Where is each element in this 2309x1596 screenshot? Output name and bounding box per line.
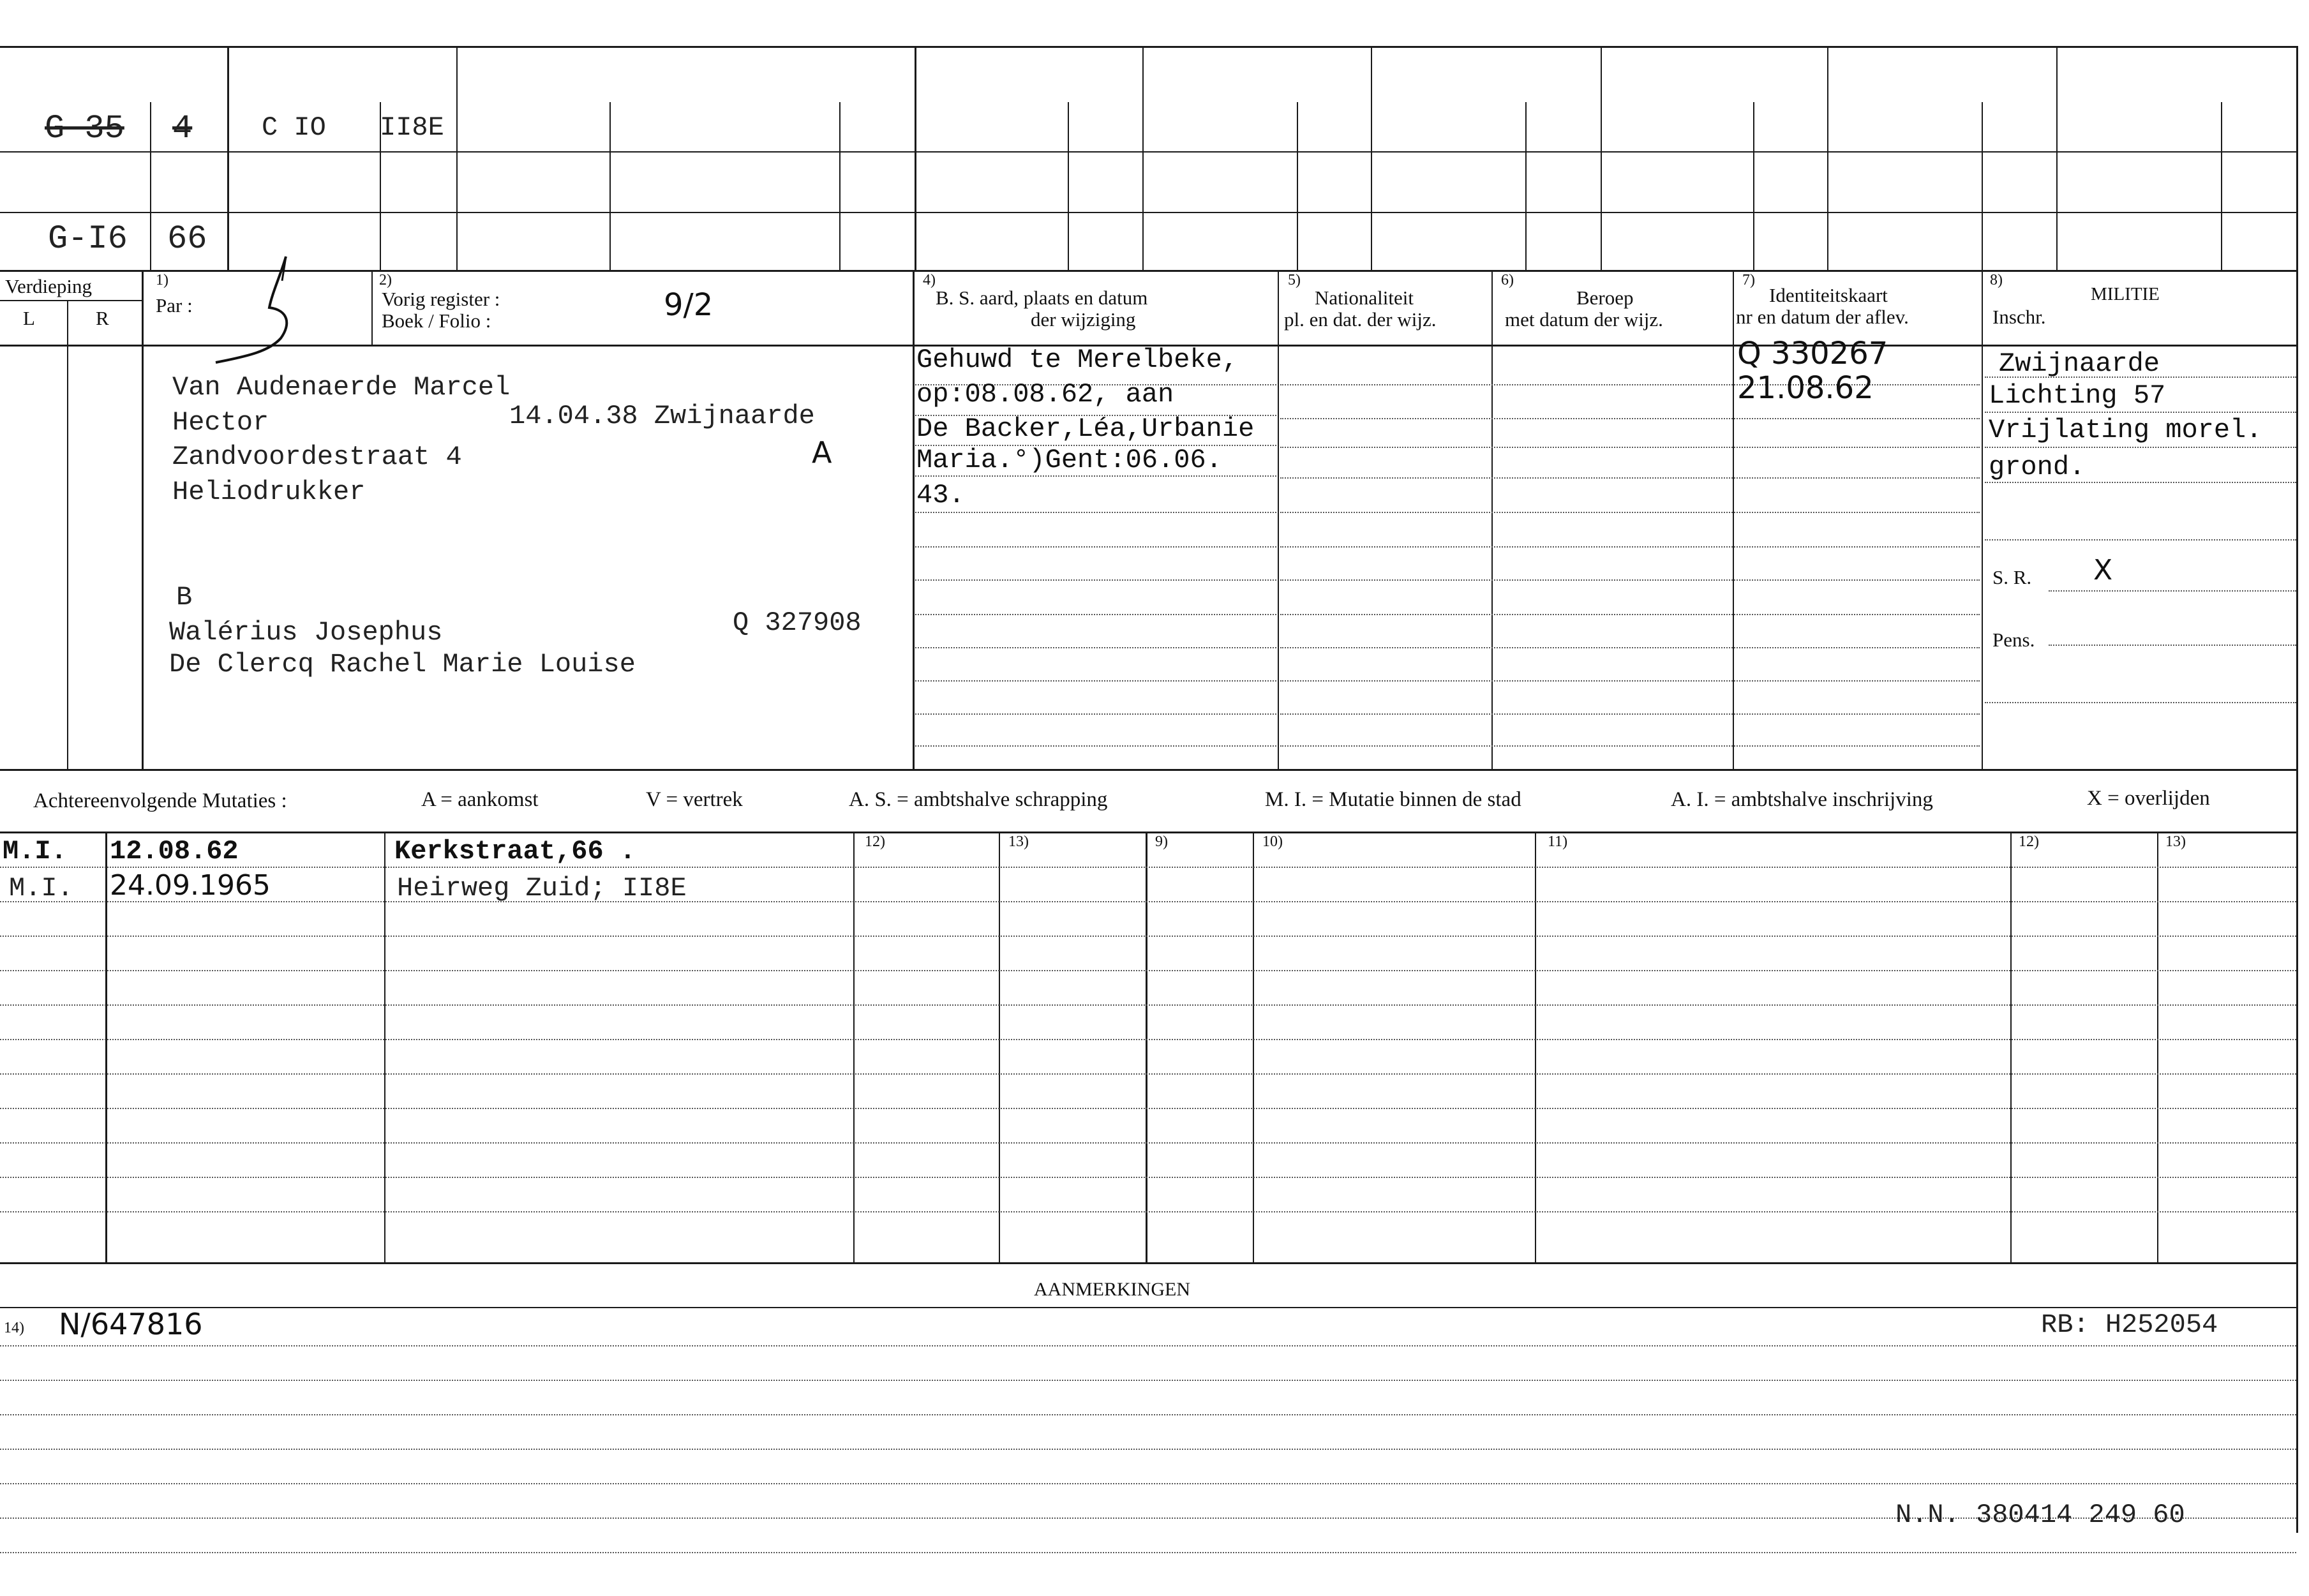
col-line <box>142 270 144 769</box>
rule-line <box>915 614 1276 615</box>
remarks-title: AANMERKINGEN <box>1034 1279 1190 1300</box>
header-identiteitskaart: Identiteitskaart <box>1769 284 1888 306</box>
col-line <box>371 270 373 345</box>
person-birth: 14.04.38 Zwijnaarde <box>509 401 815 431</box>
civil-line-4: Maria.°)Gent:06.06. <box>916 445 1222 475</box>
mut-row-line <box>0 901 2296 902</box>
remarks-line <box>0 1345 2296 1346</box>
header-5-number: 5) <box>1288 272 1301 288</box>
legend-mutatie: M. I. = Mutatie binnen de stad <box>1265 788 1521 811</box>
civil-line-1: Gehuwd te Merelbeke, <box>916 345 1239 375</box>
legend-title: Achtereenvolgende Mutaties : <box>33 789 287 812</box>
mut-row-line <box>0 1211 2296 1212</box>
rule-line <box>1280 512 1980 513</box>
remarks-reference: N/647816 <box>59 1307 203 1341</box>
header-vorig-register: Vorig register : <box>382 288 500 310</box>
header-inschr: Inschr. <box>1992 306 2046 328</box>
rule-line <box>1280 579 1980 581</box>
header-verdieping: Verdieping <box>5 275 93 297</box>
top-col-line <box>2056 46 2058 270</box>
mark-a: A <box>812 435 832 470</box>
header-4-number: 4) <box>923 272 936 288</box>
mutation-1-date: 12.08.62 <box>110 836 239 867</box>
rule-line <box>1280 647 1980 648</box>
militia-line-1: Zwijnaarde <box>1999 348 2160 379</box>
header-verdieping-l: L <box>23 307 35 329</box>
militia-sr-value: X <box>2093 554 2113 586</box>
legend-vertrek: V = vertrek <box>646 788 743 811</box>
header-7-number: 7) <box>1742 272 1755 288</box>
mut-col-number: 12) <box>865 833 885 850</box>
remarks-line <box>0 1414 2296 1415</box>
col-line <box>913 270 915 769</box>
header-1-number: 1) <box>156 272 168 288</box>
header-bs-aard: B. S. aard, plaats en datum <box>936 287 1148 309</box>
remarks-number: 14) <box>4 1320 24 1336</box>
mut-col-number: 13) <box>1008 833 1029 850</box>
header-par: Par : <box>156 294 193 317</box>
rule-line <box>1280 680 1980 682</box>
rule-line <box>915 713 1276 715</box>
top-col-line <box>2221 102 2222 270</box>
rule-line <box>1280 477 1980 479</box>
top-col-line <box>1142 46 1144 270</box>
vorig-register-value: 9/2 <box>664 287 714 323</box>
rule-line <box>1280 546 1980 548</box>
header-nationaliteit: Nationaliteit <box>1315 287 1414 309</box>
remarks-line <box>0 1449 2296 1450</box>
top-col-line <box>1753 102 1754 270</box>
top-col-line <box>1601 46 1602 270</box>
rule-line <box>1280 384 1980 385</box>
mut-row-line <box>0 1142 2296 1144</box>
rule-line <box>1280 745 1980 747</box>
header-nationaliteit-sub: pl. en dat. der wijz. <box>1284 308 1437 331</box>
rule-line <box>2049 590 2296 592</box>
person-profession: Heliodrukker <box>172 477 366 507</box>
mut-row-line <box>0 867 2296 868</box>
mutation-top-line <box>0 832 2298 833</box>
legend-overlijden: X = overlijden <box>2087 787 2210 810</box>
remarks-line <box>0 1483 2296 1484</box>
top-col-line <box>1297 102 1298 270</box>
rule-line <box>915 745 1276 747</box>
rule-line <box>1280 614 1980 615</box>
col-line <box>1982 270 1983 769</box>
person-second-name: Hector <box>172 407 269 438</box>
person-address: Zandvoordestraat 4 <box>172 442 462 472</box>
rule-line <box>1985 412 2296 413</box>
register-ref-2: 4 <box>172 110 193 147</box>
mut-row-line <box>0 1073 2296 1075</box>
register-ref-1: G 35 <box>45 110 124 147</box>
col-line <box>1278 270 1279 769</box>
parent-father: Walérius Josephus <box>169 617 443 648</box>
rule-line <box>1280 418 1980 419</box>
top-row-divider-1 <box>0 151 2298 153</box>
id-q-number: Q 327908 <box>733 608 862 638</box>
top-col-line <box>1068 102 1069 270</box>
top-row-divider-2 <box>0 212 2298 213</box>
mutation-2-date: 24.09.1965 <box>110 869 271 902</box>
rule-line <box>915 512 1276 513</box>
remarks-rb-number: RB: H252054 <box>2041 1309 2218 1340</box>
header-bs-wijziging: der wijziging <box>1031 308 1136 331</box>
col-line <box>67 300 68 769</box>
militia-pens-label: Pens. <box>1992 629 2035 651</box>
verdieping-sub-line <box>0 300 142 301</box>
rule-line <box>1985 539 2296 541</box>
header-2-number: 2) <box>379 272 392 288</box>
militia-line-4: grond. <box>1989 452 2086 482</box>
civil-line-2: op:08.08.62, aan <box>916 379 1174 410</box>
header-beroep: Beroep <box>1576 287 1634 309</box>
mut-col-line <box>105 832 107 1262</box>
top-col-line <box>456 46 458 270</box>
top-col-line <box>1982 102 1983 270</box>
mutation-1-type: M.I. <box>3 836 67 867</box>
identity-card-number: Q 330267 <box>1737 336 1888 371</box>
mut-col-line <box>1535 832 1536 1262</box>
mut-col-line <box>384 832 385 1262</box>
mut-col-line <box>1146 832 1147 1262</box>
header-militie: MILITIE <box>2091 284 2160 304</box>
mut-row-line <box>0 970 2296 971</box>
rule-line <box>1985 702 2296 703</box>
mut-col-number: 9) <box>1155 833 1168 850</box>
register-ref-6: 66 <box>167 220 207 258</box>
remarks-line <box>0 1552 2296 1553</box>
mut-col-number: 12) <box>2019 833 2039 850</box>
mutation-1-address: Kerkstraat,66 . <box>394 836 636 867</box>
header-8-number: 8) <box>1990 272 2003 288</box>
main-bottom-line <box>0 769 2298 771</box>
rule-line <box>2049 645 2296 646</box>
register-ref-3: C IO <box>262 112 326 143</box>
top-col-line <box>839 102 841 270</box>
mut-col-line <box>2157 832 2158 1262</box>
national-number: N.N. 380414 249 60 <box>1895 1500 2185 1530</box>
register-ref-4: II8E <box>380 112 444 143</box>
mut-row-line <box>0 1039 2296 1040</box>
mut-col-line <box>1253 832 1254 1262</box>
mutation-bottom-line <box>0 1262 2298 1264</box>
top-col-line <box>1525 102 1527 270</box>
top-col-line <box>1371 46 1372 270</box>
remarks-line <box>0 1380 2296 1381</box>
rule-line <box>915 579 1276 581</box>
right-border <box>2296 46 2298 1533</box>
mutation-2-type: M.I. <box>9 873 73 904</box>
top-border <box>0 46 2298 48</box>
mark-b: B <box>176 582 193 613</box>
header-boek-folio: Boek / Folio : <box>382 310 491 332</box>
rule-line <box>1985 447 2296 448</box>
civil-line-5: 43. <box>916 480 965 511</box>
header-6-number: 6) <box>1501 272 1514 288</box>
col-line <box>1491 270 1493 769</box>
person-name: Van Audenaerde Marcel <box>172 372 511 403</box>
mut-row-line <box>0 1177 2296 1178</box>
signature-mark <box>211 249 313 370</box>
header-identiteitskaart-sub: nr en datum der aflev. <box>1736 306 1909 328</box>
mut-col-number: 13) <box>2165 833 2186 850</box>
mut-row-line <box>0 936 2296 937</box>
rule-line <box>915 647 1276 648</box>
rule-line <box>915 680 1276 682</box>
identity-card-date: 21.08.62 <box>1737 370 1874 406</box>
rule-line <box>915 546 1276 548</box>
legend-aankomst: A = aankomst <box>421 788 539 811</box>
top-col-line <box>915 46 916 270</box>
top-col-line <box>1827 46 1828 270</box>
rule-line <box>915 475 1276 477</box>
mut-col-line <box>853 832 855 1262</box>
rule-line <box>1280 447 1980 448</box>
mut-row-line <box>0 1004 2296 1006</box>
legend-inschrijving: A. I. = ambtshalve inschrijving <box>1671 788 1933 811</box>
rule-line <box>1280 713 1980 715</box>
civil-line-3: De Backer,Léa,Urbanie <box>916 414 1255 444</box>
mut-col-number: 11) <box>1548 833 1568 850</box>
top-col-line <box>227 46 229 270</box>
mut-col-number: 10) <box>1262 833 1283 850</box>
top-col-line <box>150 102 151 270</box>
parent-mother: De Clercq Rachel Marie Louise <box>169 649 636 680</box>
register-ref-5: G-I6 <box>48 220 128 258</box>
mut-col-line <box>2010 832 2012 1262</box>
militia-line-2: Lichting 57 <box>1989 380 2166 411</box>
col-line <box>1733 270 1734 769</box>
header-verdieping-r: R <box>96 307 109 329</box>
mut-col-line <box>999 832 1000 1262</box>
top-col-line <box>609 102 611 270</box>
header-beroep-sub: met datum der wijz. <box>1505 308 1663 331</box>
remarks-title-line <box>0 1307 2298 1308</box>
militia-sr-label: S. R. <box>1992 566 2032 588</box>
mut-row-line <box>0 1108 2296 1109</box>
header-top-line <box>0 270 2298 272</box>
militia-line-3: Vrijlating morel. <box>1989 415 2262 445</box>
legend-schrapping: A. S. = ambtshalve schrapping <box>849 788 1108 811</box>
mutation-2-address: Heirweg Zuid; II8E <box>397 873 687 904</box>
